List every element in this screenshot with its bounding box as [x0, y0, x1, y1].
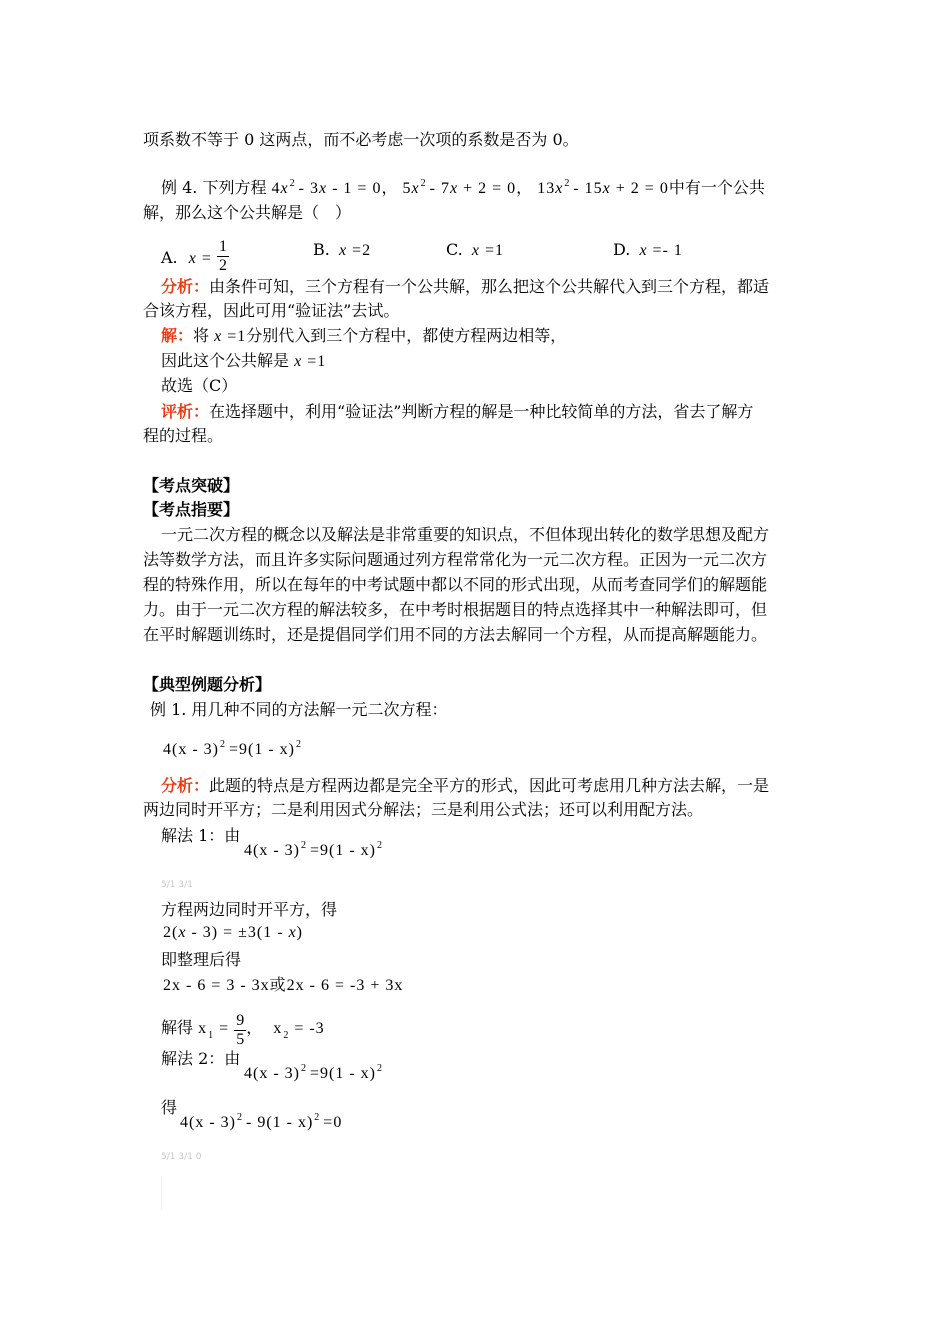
- x2-value: = -3: [294, 1020, 325, 1037]
- option-a: [161, 240, 229, 277]
- analysis-label: 分析：: [161, 277, 210, 296]
- paragraph-line-5: 在平时解题训练时，还是提倡同学们用不同的方法去解同一个方程，从而提高解题能力。: [143, 625, 768, 644]
- conclusion-line: [161, 351, 326, 372]
- method-2-equation: 4(x - 3)$^2$ =9(1 - x)$^2$: [244, 1063, 383, 1082]
- ex1-analysis-line-1: [161, 776, 769, 796]
- conclusion-x: x =1: [294, 353, 327, 370]
- step-1-equation: 2(x - 3) = ±3(1 - x): [163, 924, 303, 941]
- equals-sign: =: [196, 250, 212, 267]
- ex1-analysis-line-2: 两边同时开平方；二是利用因式分解法；三是利用公式法；还可以利用配方法。: [143, 800, 704, 819]
- faint-artifact: 5/1 3/1: [161, 880, 193, 890]
- method-1-label: 解法 1：由: [161, 826, 241, 845]
- text-line: 项系数不等于 0 这两点，而不必考虑一次项的系数是否为 0。: [143, 130, 579, 149]
- heading-kaodian-tupo: 【考点突破】: [143, 476, 240, 495]
- paragraph-line-4: 力。由于一元二次方程的解法较多，在中考时根据题目的特点选择其中一种解法即可，但: [143, 600, 768, 619]
- analysis-line-2: 合该方程，因此可用“验证法”去试。: [143, 301, 400, 320]
- example-4-suffix: 中有一个公共: [668, 178, 765, 197]
- option-a-label: A.: [161, 248, 178, 267]
- step-2-text: 即整理后得: [161, 950, 242, 969]
- solution-x: x =1: [214, 328, 247, 345]
- heading-kaodian-zhiyao: 【考点指要】: [143, 500, 240, 519]
- example-1-title: 例 1. 用几种不同的方法解一元二次方程：: [150, 700, 448, 719]
- conclusion-pre: 因此这个公共解是: [161, 351, 290, 370]
- ex1-analysis-label: 分析：: [161, 776, 210, 795]
- example-4-question-line2: 解，那么这个公共解是（ ）: [143, 203, 352, 222]
- comment-line-1: [161, 402, 753, 422]
- comment-text: 在选择题中，利用“验证法”判断方程的解是一种比较简单的方法，省去了解方: [209, 402, 754, 421]
- solution-pre: 将: [193, 326, 210, 345]
- paragraph-line-2: 法等数学方法，而且许多实际问题通过列方程常常化为一元二次方程。正因为一元二次方: [143, 550, 768, 569]
- option-c-label: C.: [446, 240, 463, 259]
- equation-2: $5x^2 - 7x + 2 = 0$: [402, 178, 517, 197]
- step-2-equation: 2x - 6 = 3 - 3x或2x - 6 = -3 + 3x: [163, 977, 404, 994]
- example-4-prefix: 例 4. 下列方程: [161, 178, 267, 197]
- heading-dianxing-liti: 【典型例题分析】: [143, 675, 272, 694]
- option-a-value: x: [188, 250, 197, 267]
- option-c: [446, 240, 504, 261]
- result-line: 解得 $x_1$ = $\frac{9}{5}$ ， $x_2 = -3$: [161, 1012, 325, 1048]
- fraction-one-half: $\frac{1}{2}$: [218, 238, 227, 274]
- method-2-label: 解法 2：由: [161, 1049, 241, 1068]
- method-1-equation: 4(x - 3)$^2$ =9(1 - x)$^2$: [244, 840, 383, 859]
- step-1-text: 方程两边同时开平方，得: [161, 900, 338, 919]
- equation-1: $4x^2 - 3x - 1 = 0$: [271, 178, 382, 197]
- x1-variable: $x_1$ =: [198, 1020, 230, 1041]
- de-text: 得: [161, 1098, 178, 1117]
- solution-post: 分别代入到三个方程中，都使方程两边相等，: [246, 326, 567, 345]
- fraction-nine-fifths: $\frac{9}{5}$: [236, 1012, 245, 1048]
- paragraph-line-3: 程的特殊作用，所以在每年的中考试题中都以不同的形式出现，从而考查同学们的解题能: [143, 575, 768, 594]
- solution-label: 解：: [161, 326, 194, 345]
- option-d: [613, 240, 683, 261]
- faint-artifact-2: 5/1 3/1 0: [161, 1152, 202, 1162]
- analysis-line-1: [161, 277, 769, 297]
- equation-3: $13x^2 - 15x + 2 = 0$: [537, 178, 669, 197]
- option-b-label: B.: [313, 240, 330, 259]
- option-b-value: x =2: [338, 242, 372, 259]
- option-c-value: x =1: [471, 242, 504, 259]
- example-4-question: 例 4. 下列方程 $4x^2 - 3x - 1 = 0$， $5x^2 - 7x + 2 = 0$， $13x^2 - 15x + 2 = 0$中有一个公共: [161, 178, 765, 197]
- solution-line: [161, 326, 566, 347]
- option-b: [313, 240, 371, 261]
- option-d-label: D.: [613, 240, 631, 259]
- result-label: 解得: [161, 1018, 194, 1037]
- comment-line-2: 程的过程。: [143, 426, 224, 445]
- ex1-analysis-text: 此题的特点是方程两边都是完全平方的形式，因此可考虑用几种方法去解，一是: [209, 776, 770, 795]
- analysis-text: 由条件可知，三个方程有一个公共解，那么把这个公共解代入到三个方程，都适: [209, 277, 770, 296]
- example-1-equation: 4(x - 3)$^2$ =9(1 - x)$^2$: [163, 739, 302, 758]
- option-d-value: x =- 1: [639, 242, 683, 259]
- comment-label: 评析：: [161, 402, 210, 421]
- method-2-equation-2: 4(x - 3)$^2$ - 9(1 - x)$^2$ =0: [180, 1112, 343, 1131]
- paragraph-line-1: 一元二次方程的概念以及解法是非常重要的知识点，不但体现出转化的数学思想及配方: [161, 525, 770, 544]
- choice-line: 故选（C）: [161, 376, 238, 395]
- x2-variable: $x_2$: [273, 1020, 290, 1041]
- faint-image-fragment: [161, 1176, 212, 1210]
